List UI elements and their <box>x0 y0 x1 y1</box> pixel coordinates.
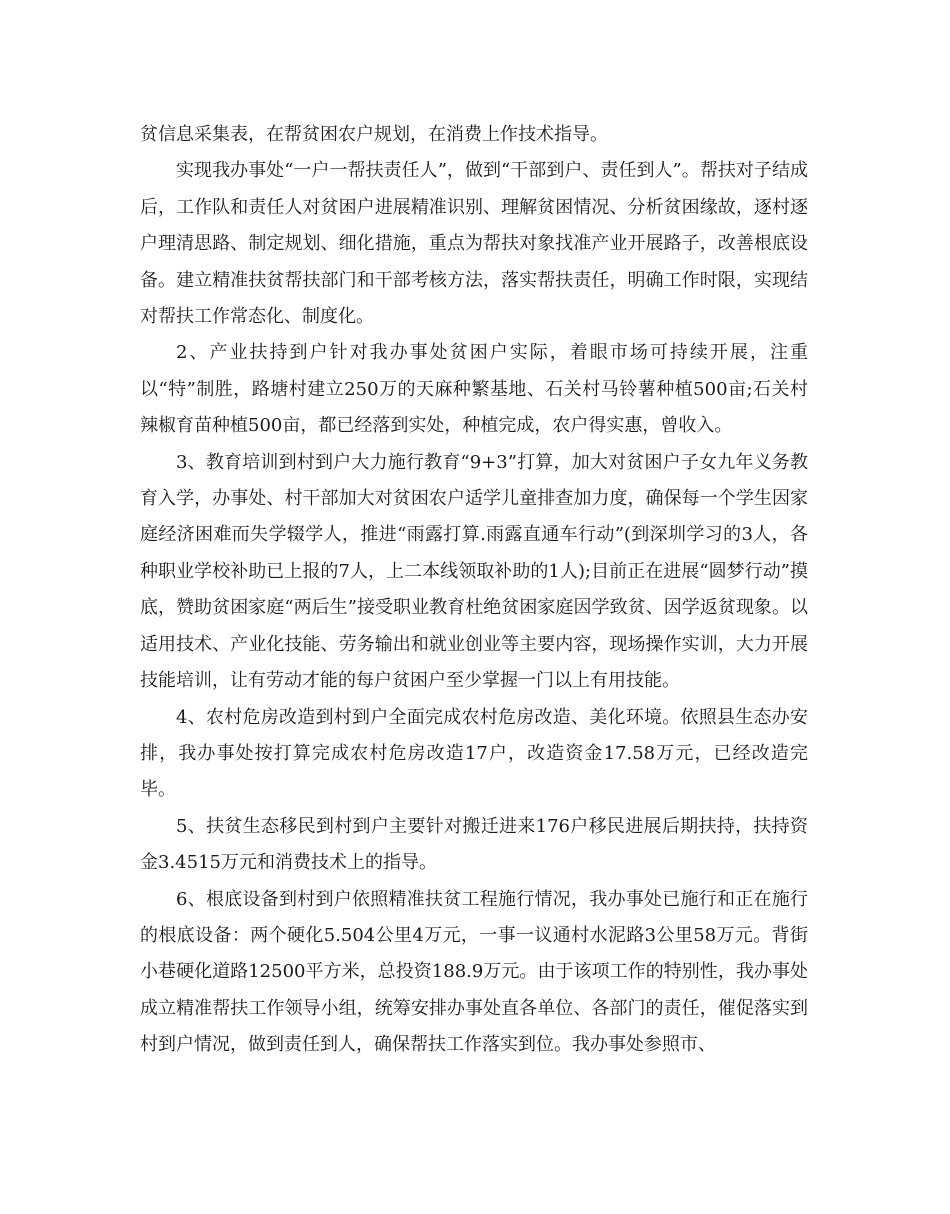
paragraph-industry-support: 2、产业扶持到户针对我办事处贫困户实际，着眼市场可持续开展，注重以“特”制胜，路塘村建立250万的天麻种繁基地、石关村马铃薯种植500亩;石关村辣椒育苗种植500亩，都已经落到实处，种植完成，农户得实惠，曾收入。 <box>140 342 808 437</box>
paragraph-education-training: 3、教育培训到村到户大力施行教育“9+3”打算，加大对贫困户子女九年义务教育入学，办事处、村干部加大对贫困农户适学儿童排查加力度，确保每一个学生因家庭经济困难而失学辍学人，推进“雨露打算.雨露直通车行动”(到深圳学习的3人，各种职业学校补助已上报的7人，上二本线领取补助的1人);目前正在进展“圆梦行动”摸底，赞助贫困家庭“两后生”接受职业教育杜绝贫困家庭因学致贫、因学返贫现象。以适用技术、产业化技能、劳务输出和就业创业等主要内容，现场操作实训，大力开展技能培训，让有劳动才能的每户贫困户至少掌握一门以上有用技能。 <box>140 451 808 692</box>
paragraph-housing-renovation: 4、农村危房改造到村到户全面完成农村危房改造、美化环境。依照县生态办安排，我办事处按打算完成农村危房改造17户，改造资金17.58万元，已经改造完毕。 <box>140 706 808 801</box>
paragraph-responsibility: 实现我办事处“一户一帮扶责任人”，做到“干部到户、责任到人”。帮扶对子结成后，工作队和责任人对贫困户进展精准识别、理解贫困情况、分析贫困缘故，逐村逐户理清思路、制定规划、细化措施，重点为帮扶对象找准产业开展路子，改善根底设备。建立精准扶贫帮扶部门和干部考核方法，落实帮扶责任，明确工作时限，实现结对帮扶工作常态化、制度化。 <box>140 160 808 328</box>
paragraph-continuation: 贫信息采集表，在帮贫困农户规划，在消费上作技术指导。 <box>140 124 608 145</box>
document-body <box>140 117 808 1064</box>
paragraph-ecological-relocation: 5、扶贫生态移民到村到户主要针对搬迁进来176户移民进展后期扶持，扶持资金3.4515万元和消费技术上的指导。 <box>140 815 808 874</box>
paragraph-infrastructure: 6、根底设备到村到户依照精准扶贫工程施行情况，我办事处已施行和正在施行的根底设备：两个硬化5.504公里4万元，一事一议通村水泥路3公里58万元。背街小巷硬化道路12500平方米，总投资188.9万元。由于该项工作的特别性，我办事处成立精准帮扶工作领导小组，统筹安排办事处直各单位、各部门的责任，催促落实到村到户情况，做到责任到人，确保帮扶工作落实到位。我办事处参照市、 <box>140 888 808 1056</box>
